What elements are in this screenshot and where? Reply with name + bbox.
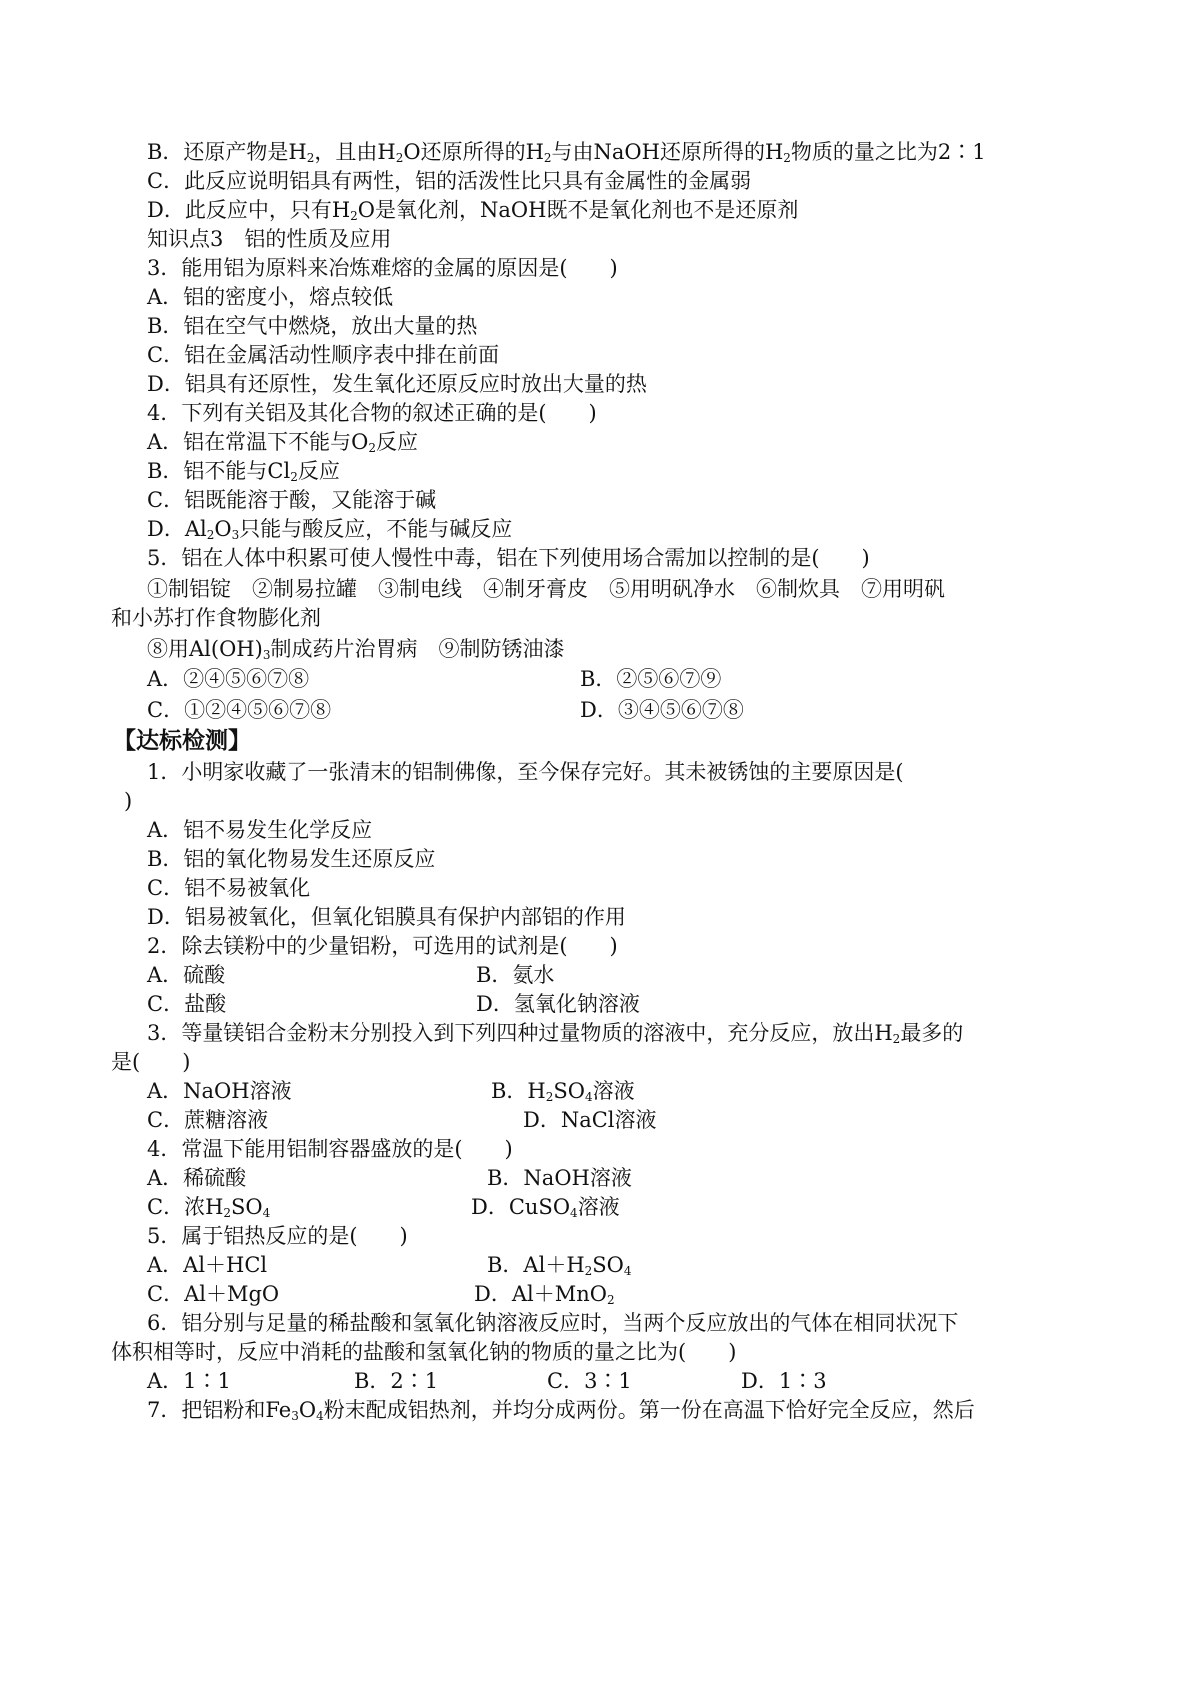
section-title: 【达标检测】 [113,728,251,754]
question-5-items-line-2: 和小苏打作食物膨化剂 [111,606,321,630]
question-3-option-b: B．铝在空气中燃烧，放出大量的热 [147,314,478,338]
test-question-6-option-a: A．1∶1 [147,1369,231,1393]
test-question-3-option-c: C．蔗糖溶液 [147,1108,269,1132]
test-question-1-option-a: A．铝不易发生化学反应 [147,818,373,842]
question-5-items-line-1: ①制铝锭 ②制易拉罐 ③制电线 ④制牙膏皮 ⑤用明矾净水 ⑥制炊具 ⑦用明矾 [147,577,945,601]
question-5-option-a: A．②④⑤⑥⑦⑧ [147,667,310,691]
question-3-option-a: A．铝的密度小，熔点较低 [147,285,394,309]
test-question-3: 3．等量镁铝合金粉末分别投入到下列四种过量物质的溶液中，充分反应，放出$H_2$最多的 [147,1021,964,1046]
test-question-5: 5．属于铝热反应的是( ) [147,1224,408,1248]
test-question-5-option-c: C．Al＋MgO [147,1282,280,1306]
knowledge-point-3: 知识点3 铝的性质及应用 [147,227,392,251]
test-question-1-option-d: D．铝易被氧化，但氧化铝膜具有保护内部铝的作用 [147,905,626,929]
test-question-6-option-d: D．1∶3 [741,1369,827,1393]
test-question-5-option-d: D．Al＋MnO$_2$ [474,1282,615,1307]
test-question-2-option-c: C．盐酸 [147,992,227,1016]
question-4-option-b: B．铝不能与$Cl_2$反应 [147,459,340,484]
test-question-6-option-c: C．3∶1 [547,1369,632,1393]
option-d-line: D．此反应中，只有$H_2O$是氧化剂，NaOH既不是氧化剂也不是还原剂 [147,198,799,223]
question-3: 3．能用铝为原料来冶炼难熔的金属的原因是( ) [147,256,618,280]
test-question-6: 6．铝分别与足量的稀盐酸和氢氧化钠溶液反应时，当两个反应放出的气体在相同状况下 [147,1311,959,1335]
question-4: 4．下列有关铝及其化合物的叙述正确的是( ) [147,401,597,425]
test-question-4-option-d: D．CuSO$_4$溶液 [471,1195,620,1220]
question-3-option-d: D．铝具有还原性，发生氧化还原反应时放出大量的热 [147,372,647,396]
test-question-6-option-b: B．2∶1 [354,1369,439,1393]
question-5: 5．铝在人体中积累可使人慢性中毒，铝在下列使用场合需加以控制的是( ) [147,546,870,570]
question-4-option-d: D．$Al_2O_3$只能与酸反应，不能与碱反应 [147,517,513,542]
test-question-2-option-d: D．氢氧化钠溶液 [476,992,640,1016]
test-question-1-cont: ) [124,789,133,813]
test-question-4-option-c: C．浓$H_2SO_4$ [147,1195,271,1220]
test-question-3-option-b: B．$H_2SO_4$溶液 [491,1079,635,1104]
test-question-3-option-a: A．NaOH溶液 [147,1079,292,1103]
question-5-option-c: C．①②④⑤⑥⑦⑧ [147,698,332,722]
option-c-line: C．此反应说明铝具有两性，铝的活泼性比只具有金属性的金属弱 [147,169,752,193]
question-4-option-a: A．铝在常温下不能与$O_2$反应 [147,430,419,455]
question-5-option-d: D．③④⑤⑥⑦⑧ [580,698,744,722]
option-b-line: B．还原产物是$H_2$，且由$H_2O$还原所得的$H_2$与由NaOH还原所得的$H_2$物质的量之比为2∶1 [147,140,986,165]
test-question-1: 1．小明家收藏了一张清末的铝制佛像，至今保存完好。其未被锈蚀的主要原因是( [147,760,904,784]
test-question-6-cont: 体积相等时，反应中消耗的盐酸和氢氧化钠的物质的量之比为( ) [111,1340,737,1364]
test-question-4: 4．常温下能用铝制容器盛放的是( ) [147,1137,513,1161]
test-question-2-option-b: B．氨水 [476,963,555,987]
test-question-3-cont: 是( ) [111,1050,191,1074]
test-question-3-option-d: D．NaCl溶液 [523,1108,657,1132]
test-question-2-option-a: A．硫酸 [147,963,226,987]
test-question-1-option-c: C．铝不易被氧化 [147,876,311,900]
question-5-items-line-3: ⑧用$Al(OH)_3$制成药片治胃病 ⑨制防锈油漆 [147,637,565,662]
test-question-7: 7．把铝粉和$Fe_3O_4$粉末配成铝热剂，并均分成两份。第一份在高温下恰好完全反应，然后 [147,1398,975,1423]
test-question-4-option-a: A．稀硫酸 [147,1166,247,1190]
question-3-option-c: C．铝在金属活动性顺序表中排在前面 [147,343,500,367]
question-4-option-c: C．铝既能溶于酸，又能溶于碱 [147,488,437,512]
test-question-4-option-b: B．NaOH溶液 [487,1166,632,1190]
test-question-5-option-b: B．$Al+H_2SO_4$ [487,1253,632,1278]
test-question-5-option-a: A．Al＋HCl [147,1253,268,1277]
test-question-1-option-b: B．铝的氧化物易发生还原反应 [147,847,436,871]
test-question-2: 2．除去镁粉中的少量铝粉，可选用的试剂是( ) [147,934,618,958]
question-5-option-b: B．②⑤⑥⑦⑨ [580,667,722,691]
